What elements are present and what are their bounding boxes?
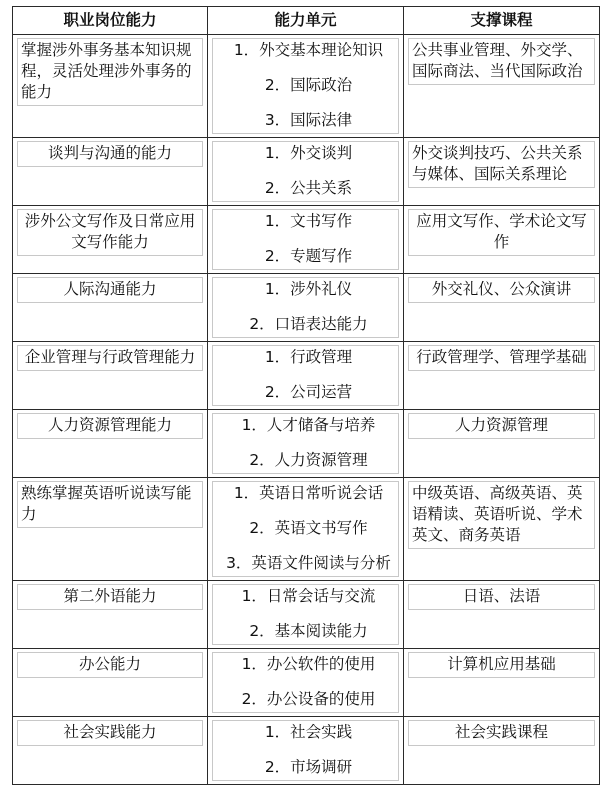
ability-cell	[13, 274, 208, 342]
unit-item: 2．公司运营	[264, 383, 353, 401]
units-box	[212, 584, 399, 645]
courses-text: 行政管理学、管理学基础	[408, 345, 595, 371]
courses-text: 公共事业管理、外交学、国际商法、当代国际政治	[408, 38, 595, 85]
ability-cell	[13, 342, 208, 410]
unit-item: 2．公共关系	[264, 179, 353, 197]
courses-cell	[404, 138, 600, 206]
ability-cell	[13, 717, 208, 785]
table-row	[13, 138, 600, 206]
table-row	[13, 274, 600, 342]
table-row	[13, 342, 600, 410]
table-row	[13, 581, 600, 649]
courses-cell	[404, 206, 600, 274]
ability-course-table	[12, 6, 600, 785]
header-ability: 职业岗位能力	[13, 7, 208, 35]
courses-text: 外交礼仪、公众演讲	[408, 277, 595, 303]
courses-text: 应用文写作、学术论文写作	[408, 209, 595, 256]
unit-item: 2．口语表达能力	[249, 315, 368, 333]
courses-text: 人力资源管理	[408, 413, 595, 439]
table-row	[13, 649, 600, 717]
header-units: 能力单元	[208, 7, 404, 35]
units-cell	[208, 274, 404, 342]
ability-cell	[13, 649, 208, 717]
unit-item: 3．英语文件阅读与分析	[226, 554, 391, 572]
units-box	[212, 38, 399, 134]
table-row	[13, 35, 600, 138]
courses-cell	[404, 274, 600, 342]
units-box	[212, 720, 399, 781]
ability-cell	[13, 138, 208, 206]
table-body	[13, 35, 600, 785]
courses-cell	[404, 35, 600, 138]
courses-text: 中级英语、高级英语、英语精读、英语听说、学术英文、商务英语	[408, 481, 595, 549]
unit-item: 2．市场调研	[264, 758, 353, 776]
header-courses: 支撑课程	[404, 7, 600, 35]
unit-item: 1．日常会话与交流	[241, 587, 376, 605]
ability-text: 人力资源管理能力	[17, 413, 203, 439]
unit-item: 1．社会实践	[264, 723, 353, 741]
table-row	[13, 717, 600, 785]
courses-text: 日语、法语	[408, 584, 595, 610]
units-box	[212, 345, 399, 406]
units-cell	[208, 410, 404, 478]
courses-text: 社会实践课程	[408, 720, 595, 746]
ability-text: 社会实践能力	[17, 720, 203, 746]
courses-cell	[404, 717, 600, 785]
ability-text: 人际沟通能力	[17, 277, 203, 303]
ability-text: 熟练掌握英语听说读写能力	[17, 481, 203, 528]
unit-item: 1．文书写作	[264, 212, 353, 230]
unit-item: 2．国际政治	[264, 76, 353, 94]
unit-item: 1．人才储备与培养	[241, 416, 376, 434]
courses-text: 外交谈判技巧、公共关系与媒体、国际关系理论	[408, 141, 595, 188]
unit-item: 1．行政管理	[264, 348, 353, 366]
unit-item: 3．国际法律	[264, 111, 353, 129]
unit-item: 1．外交基本理论知识	[233, 41, 384, 59]
units-box	[212, 481, 399, 577]
units-cell	[208, 206, 404, 274]
units-cell	[208, 138, 404, 206]
table-row	[13, 478, 600, 581]
unit-item: 1．涉外礼仪	[264, 280, 353, 298]
units-cell	[208, 478, 404, 581]
courses-text: 计算机应用基础	[408, 652, 595, 678]
unit-item: 1．英语日常听说会话	[233, 484, 384, 502]
ability-text: 第二外语能力	[17, 584, 203, 610]
units-cell	[208, 35, 404, 138]
ability-text: 企业管理与行政管理能力	[17, 345, 203, 371]
units-box	[212, 413, 399, 474]
courses-cell	[404, 410, 600, 478]
units-cell	[208, 717, 404, 785]
table-header	[13, 7, 600, 35]
unit-item: 2．专题写作	[264, 247, 353, 265]
unit-item: 2．英语文书写作	[249, 519, 368, 537]
ability-cell	[13, 206, 208, 274]
table-row	[13, 206, 600, 274]
ability-text: 谈判与沟通的能力	[17, 141, 203, 167]
units-cell	[208, 581, 404, 649]
units-cell	[208, 649, 404, 717]
table-row	[13, 410, 600, 478]
courses-cell	[404, 581, 600, 649]
unit-item: 1．外交谈判	[264, 144, 353, 162]
units-box	[212, 652, 399, 713]
units-box	[212, 277, 399, 338]
unit-item: 2．基本阅读能力	[249, 622, 368, 640]
units-box	[212, 209, 399, 270]
header-row	[13, 7, 600, 35]
ability-cell	[13, 35, 208, 138]
ability-cell	[13, 581, 208, 649]
document-body	[12, 6, 600, 785]
ability-text: 涉外公文写作及日常应用文写作能力	[17, 209, 203, 256]
ability-text: 办公能力	[17, 652, 203, 678]
ability-cell	[13, 478, 208, 581]
unit-item: 2．办公设备的使用	[241, 690, 376, 708]
courses-cell	[404, 649, 600, 717]
courses-cell	[404, 342, 600, 410]
ability-cell	[13, 410, 208, 478]
unit-item: 1．办公软件的使用	[241, 655, 376, 673]
unit-item: 2．人力资源管理	[249, 451, 368, 469]
units-box	[212, 141, 399, 202]
ability-text: 掌握涉外事务基本知识规程，灵活处理涉外事务的能力	[17, 38, 203, 106]
courses-cell	[404, 478, 600, 581]
units-cell	[208, 342, 404, 410]
